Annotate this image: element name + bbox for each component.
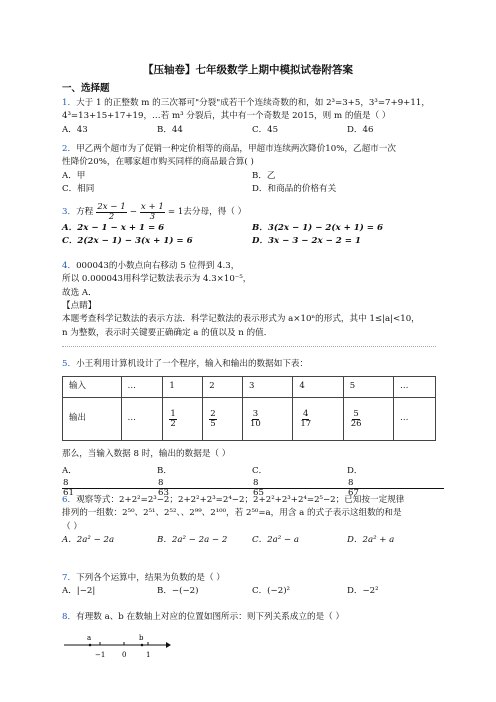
option-a: A．2a² − 2a	[62, 534, 115, 545]
option-d: D．46	[347, 124, 374, 135]
question-number: 6．	[62, 495, 77, 505]
option-a	[62, 465, 157, 497]
table-cell: 2	[203, 377, 243, 398]
table-cell: …	[121, 398, 163, 441]
minus-sign: −	[129, 206, 137, 217]
label-a: a	[87, 634, 92, 642]
table-cell	[203, 398, 243, 441]
table-cell: 4	[293, 377, 343, 398]
tick-label: 0	[122, 651, 127, 659]
option-c: C．(−2)²	[252, 586, 290, 597]
page-title: 【压轴卷】七年级数学上期中模拟试卷附答案	[143, 64, 353, 76]
numerator: 8	[347, 479, 444, 489]
point-b	[141, 644, 144, 647]
option-label: A．	[62, 466, 77, 477]
option-d: D．和商品的价格有关	[252, 183, 337, 194]
fraction	[140, 203, 165, 222]
question-6	[62, 494, 444, 547]
question-text: 下列各个运算中，结果为负数的是（ ）	[76, 573, 225, 583]
option-c: C．相同	[62, 183, 95, 194]
question-text: 观察等式：2+2²=2³−2；2+2²+2³=2⁴−2；2+2²+2³+2⁴=2⁵−2；已知按一定规律	[76, 495, 405, 505]
options-row	[62, 235, 444, 248]
denominator: 63	[158, 487, 169, 498]
question-2	[62, 143, 444, 196]
numerator: 8	[62, 479, 159, 489]
divider	[62, 346, 436, 347]
table-cell	[293, 398, 343, 441]
question-7	[62, 572, 444, 599]
fraction	[96, 203, 126, 222]
fraction	[169, 410, 176, 429]
question-4	[62, 260, 444, 347]
fraction	[209, 410, 216, 429]
numerator: 5	[353, 408, 359, 419]
tick-label: 1	[146, 651, 151, 659]
question-text: 甲乙两个超市为了促销一种定价相等的商品，甲超市连续两次降价10%，乙超市一次	[76, 144, 396, 154]
denominator: 17	[300, 418, 312, 429]
tip-text: 本题考查科学记数法的表示方法．科学记数法的表示形式为 a×10ⁿ的形式，其中 1≤|a|<10，	[62, 314, 420, 325]
label-b: b	[139, 634, 144, 642]
tick-label: −1	[95, 651, 106, 659]
answer-text: 000043的小数点向右移动 5 位得到 4.3，	[76, 261, 240, 271]
option-c: C．45	[252, 124, 279, 135]
table-cell: …	[394, 377, 436, 398]
input-output-table	[62, 376, 436, 441]
denominator: 65	[253, 487, 264, 498]
fraction	[299, 410, 312, 429]
option-b: B．−(−2)	[157, 586, 199, 597]
denominator: 3	[149, 212, 156, 223]
question-text: 那么，当输入数据 8 时，输出的数据是（ ）	[62, 449, 231, 459]
numerator: 3	[252, 408, 259, 419]
table-cell: 3	[243, 377, 293, 398]
answer-text: 故选 A．	[62, 287, 97, 298]
options-row	[62, 222, 444, 235]
table-row	[63, 377, 436, 398]
question-text: （ ）	[62, 521, 82, 532]
options-row	[62, 585, 444, 598]
option-c	[252, 465, 347, 497]
denominator: 67	[348, 487, 359, 498]
question-3	[62, 203, 444, 249]
numerator: x + 1	[140, 202, 164, 212]
question-number: 2．	[62, 144, 77, 154]
table-cell: 5	[343, 377, 393, 398]
numerator: 2	[210, 408, 216, 419]
denominator: 61	[63, 487, 74, 498]
question-text: 小王利用计算机设计了一个程序，输入和输出的数据如下表：	[76, 359, 309, 369]
options-row	[62, 534, 444, 547]
point-a	[89, 644, 92, 647]
numerator: 4	[303, 408, 309, 419]
option-b: B．3(2x − 1) − 2(x + 1) = 6	[252, 223, 383, 234]
option-b: B．2a² − 2a − 2	[157, 534, 228, 545]
options-row	[62, 124, 444, 137]
arrow-head	[166, 642, 171, 648]
option-b	[157, 465, 252, 497]
fraction	[350, 410, 363, 429]
tip-label: 【点睛】	[62, 300, 97, 311]
option-c: C．2a² − a	[252, 534, 299, 545]
option-b: B．44	[157, 124, 183, 135]
question-8	[62, 611, 444, 624]
question-text: 4³=13+15+17+19，…若 m³ 分裂后，其中有一个奇数是 2015，则 m 的值是（ ）	[62, 111, 391, 122]
section-heading: 一、选择题	[62, 83, 110, 94]
tip-text: n 为整数，表示时关键要正确确定 a 的值以及 n 的值．	[62, 327, 273, 338]
table-cell	[243, 398, 293, 441]
question-5-continued	[62, 448, 444, 498]
question-number: 4．	[62, 261, 77, 271]
option-a: A．甲	[62, 170, 86, 181]
option-label: D．	[347, 466, 363, 477]
answer-text: 所以 0.000043用科学记数法表示为 4.3×10⁻⁵，	[62, 274, 252, 285]
table-cell	[163, 398, 203, 441]
options-row	[62, 170, 444, 183]
option-a: A．2x − 1 − x + 1 = 6	[62, 223, 165, 234]
numerator: 2x − 1	[97, 202, 126, 212]
table-cell	[343, 398, 393, 441]
denominator: 10	[250, 418, 261, 429]
question-text: 排列的一组数：2⁵⁰、2⁵¹、2⁵²、、2⁹⁹、2¹⁰⁰，若 2⁵⁰=a，用含 a 的式子表示这组数的和是	[62, 508, 402, 519]
denominator: 5	[210, 418, 216, 429]
option-label: B．	[157, 466, 172, 477]
question-text: 大于 1 的正整数 m 的三次幂可"分裂"成若干个连续奇数的和，如 2³=3+5，3³=7+9+11，	[76, 98, 430, 108]
table-row	[63, 398, 436, 441]
question-text: 性降价20%，在哪家超市购买同样的商品最合算( )	[62, 157, 254, 168]
options-row	[62, 465, 444, 497]
denominator: 26	[350, 418, 362, 429]
option-d: D．3x − 3 − 2x − 2 = 1	[252, 236, 361, 247]
numerator: 1	[170, 408, 176, 419]
question-1	[62, 97, 444, 137]
question-5	[62, 358, 444, 371]
table-cell: 1	[163, 377, 203, 398]
option-d: D．2a² + a	[347, 534, 395, 545]
question-number: 1．	[62, 98, 77, 108]
denominator: 2	[170, 418, 176, 429]
denominator: 2	[108, 212, 115, 223]
question-text: 有理数 a、b 在数轴上对应的位置如图所示：则下列关系成立的是（ ）	[76, 612, 345, 622]
option-a: A．|−2|	[62, 586, 96, 597]
table-cell: 输入	[63, 377, 122, 398]
option-b: B．乙	[252, 170, 276, 181]
option-c: C．2(2x − 1) − 3(x + 1) = 6	[62, 236, 193, 247]
equation-suffix: = 1去分母，得（ ）	[167, 206, 247, 217]
equation-prefix: 方程	[76, 206, 94, 217]
option-label: C．	[252, 466, 268, 477]
table-cell: …	[394, 398, 436, 441]
question-number: 7．	[62, 573, 77, 583]
fraction	[249, 410, 262, 429]
question-number: 3．	[62, 206, 77, 217]
options-row	[62, 183, 444, 196]
option-d	[347, 465, 442, 497]
numerator: 8	[252, 479, 349, 489]
option-d: D．−2²	[347, 586, 379, 597]
table-cell: …	[121, 377, 163, 398]
question-number: 5．	[62, 359, 77, 369]
question-number: 8．	[62, 612, 77, 622]
numerator: 8	[157, 479, 254, 489]
option-a: A．43	[62, 124, 88, 135]
table-cell: 输出	[63, 398, 122, 441]
number-line-figure	[62, 633, 172, 663]
